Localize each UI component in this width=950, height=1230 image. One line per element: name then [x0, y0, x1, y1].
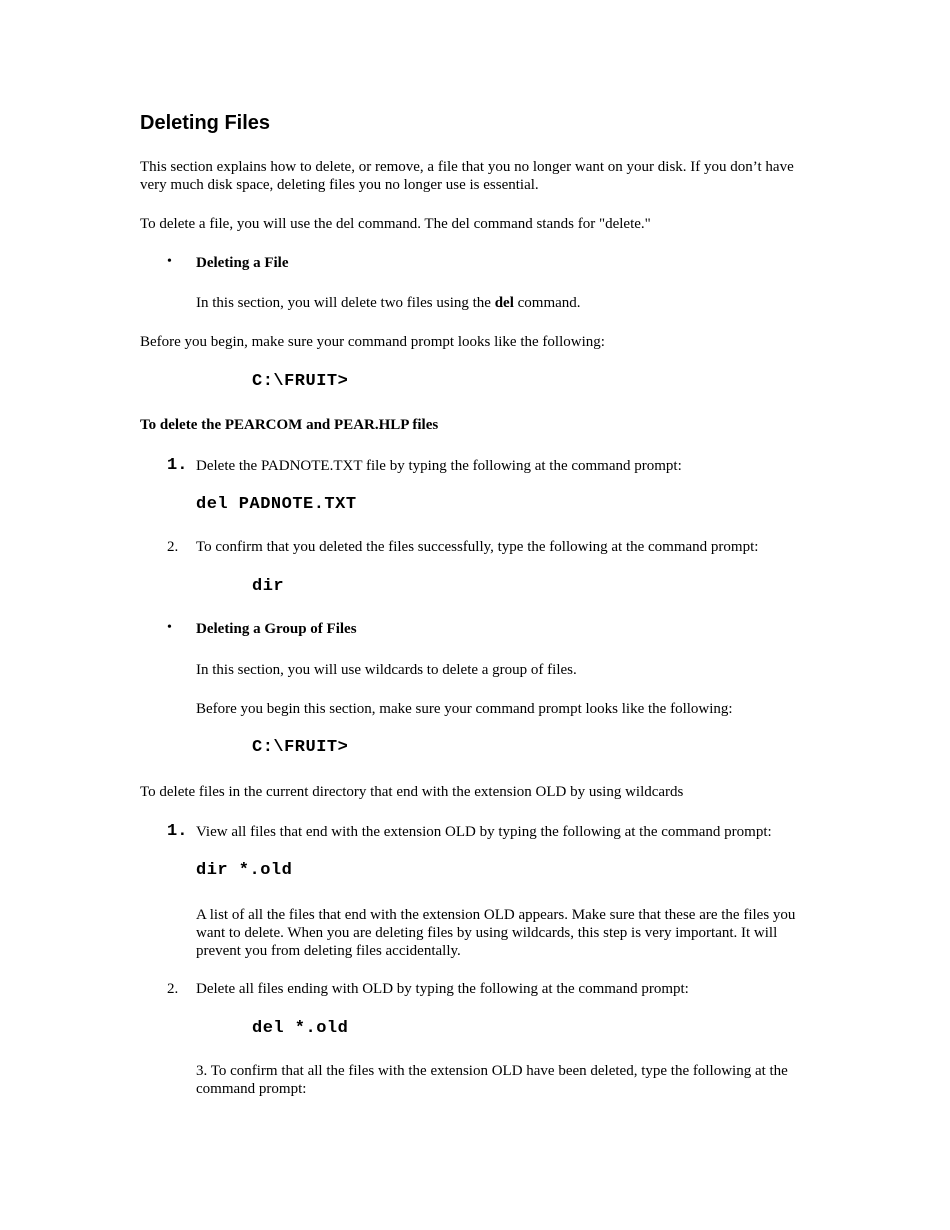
code-dir-old: dir *.old [196, 861, 293, 880]
section1-description [196, 294, 581, 312]
code-del-old: del *.old [252, 1019, 349, 1038]
intro-del-paragraph: To delete a file, you will use the del command. The del command stands for "delete." [140, 216, 651, 232]
intro-paragraph: This section explains how to delete, or remove, a file that you no longer want on your disk. If you don’t have very much disk space, deleting files you no longer use is essential. [140, 159, 794, 193]
procedure-title-pearcom: To delete the PEARCOM and PEAR.HLP files [140, 417, 439, 433]
procedure-title-wildcards: To delete files in the current directory that end with the extension OLD by using wildcards [140, 784, 684, 800]
section1-description-start: In this section, you will delete two files using the [196, 295, 495, 311]
step-text: View all files that end with the extension OLD by typing the following at the command prompt: [196, 824, 772, 840]
command-prompt-code: C:\FRUIT> [252, 372, 349, 391]
step-number: 1. [167, 456, 188, 475]
del-keyword: del [494, 295, 514, 311]
step-text: Delete all files ending with OLD by typing the following at the command prompt: [196, 981, 689, 997]
section1-prompt-note: Before you begin, make sure your command prompt looks like the following: [140, 334, 605, 350]
page-title: Deleting Files [140, 112, 271, 134]
step-text: To confirm that you deleted the files successfully, type the following at the command prompt: [196, 539, 759, 555]
command-prompt-code: C:\FRUIT> [252, 738, 349, 757]
code-dir: dir [252, 577, 285, 596]
code-del-padnote: del PADNOTE.TXT [196, 495, 357, 514]
bullet-icon: • [167, 620, 172, 635]
step-number: 2. [167, 981, 179, 997]
section-heading-deleting-a-file: Deleting a File [196, 255, 289, 271]
section-heading-deleting-group: Deleting a Group of Files [196, 621, 357, 637]
step-note: A list of all the files that end with the extension OLD appears. Make sure that these are the files you want to delete. When you are deleting files by using wildcards, this step is very important. It will prevent you from deleting files accidentally. [196, 907, 796, 959]
step-text: 3. To confirm that all the files with the extension OLD have been deleted, type the following at the command prompt: [196, 1063, 788, 1097]
step-number: 2. [167, 539, 179, 555]
section2-description: In this section, you will use wildcards to delete a group of files. [196, 662, 577, 678]
step-number: 1. [167, 822, 188, 841]
section1-description-end: command. [513, 295, 581, 311]
section2-prompt-note: Before you begin this section, make sure your command prompt looks like the following: [196, 701, 733, 717]
step-text: Delete the PADNOTE.TXT file by typing the following at the command prompt: [196, 458, 682, 474]
bullet-icon: • [167, 254, 172, 269]
